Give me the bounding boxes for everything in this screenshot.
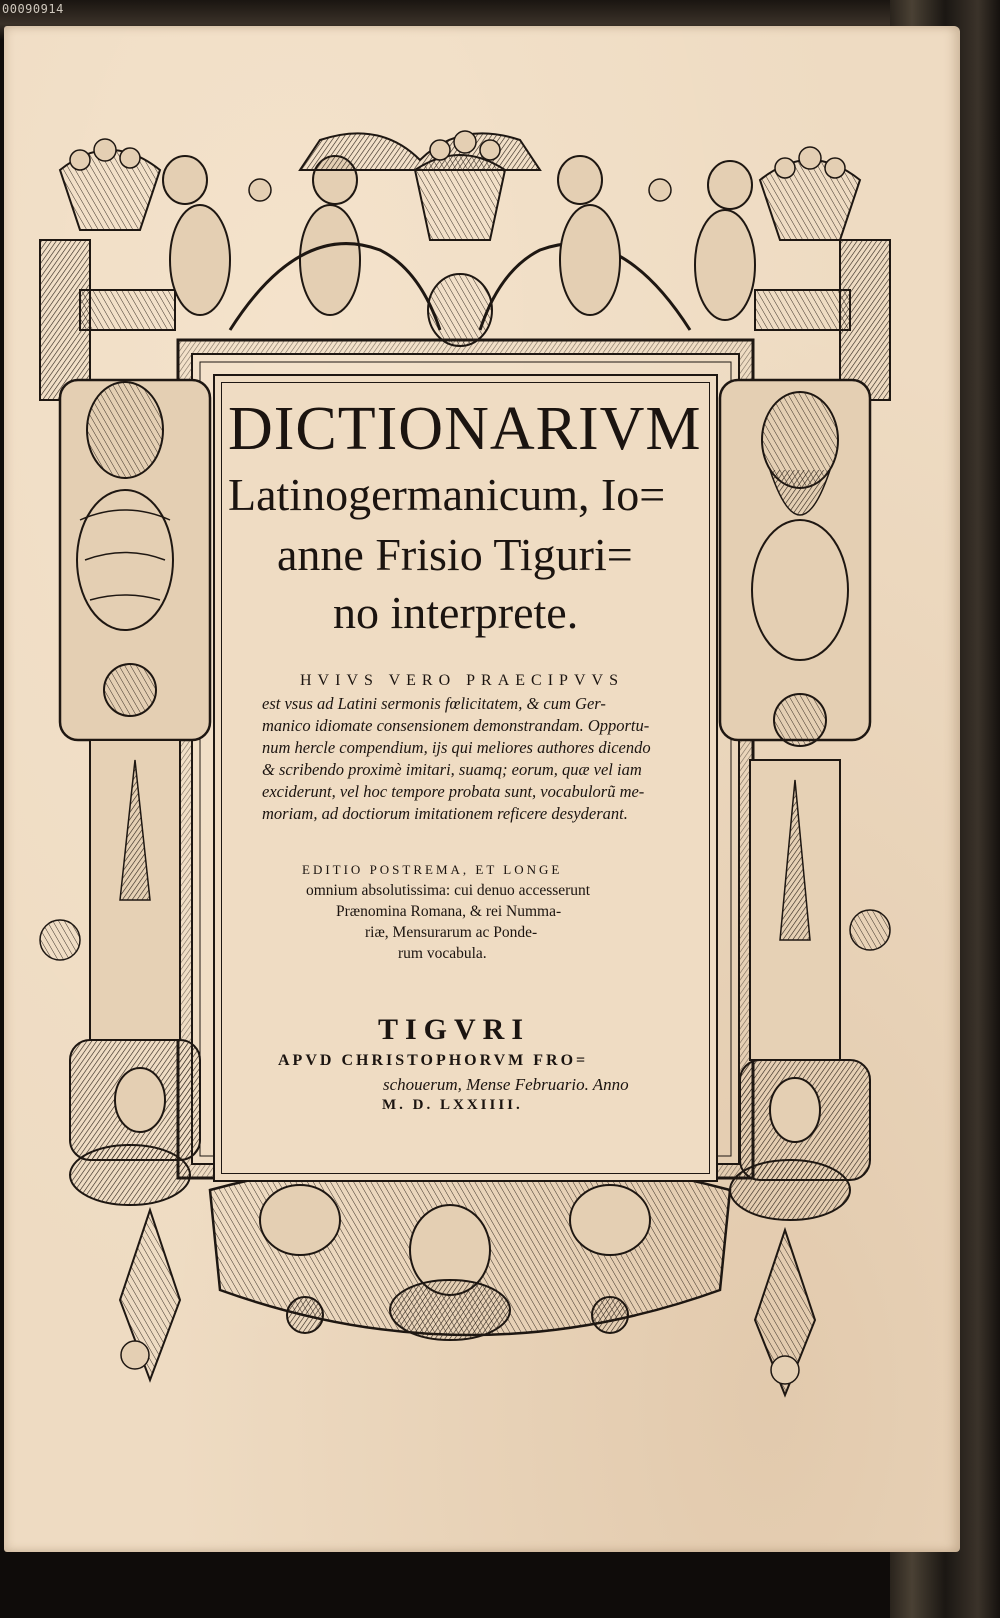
scan-id-label: 00090914 xyxy=(2,2,64,16)
description-line-6: moriam, ad doctiorum imitationem reficere desyderant. xyxy=(262,804,628,823)
top-ornament xyxy=(60,131,860,346)
imprint-line-1: APVD CHRISTOPHORVM FRO= xyxy=(278,1052,589,1069)
description-line-5: exciderunt, vel hoc tempore probata sunt, vocabulorũ me- xyxy=(262,782,645,801)
edition-line-2: Prænomina Romana, & rei Numma- xyxy=(336,903,562,920)
description-line-1: est vsus ad Latini sermonis fœlicitatem, & cum Ger- xyxy=(262,694,606,713)
bottom-ornament xyxy=(70,1145,850,1395)
description-lead: HVIVS VERO PRAECIPVVS xyxy=(300,672,624,689)
edition-line-1: omnium absolutissima: cui denuo accesserunt xyxy=(306,882,591,899)
imprint-line-2: schouerum, Mense Februario. Anno xyxy=(383,1075,629,1094)
imprint-city: TIGVRI xyxy=(378,1013,531,1046)
title-line-2: anne Frisio Tiguri= xyxy=(277,529,633,580)
imprint-year: M. D. LXXIIII. xyxy=(382,1097,523,1113)
description-line-4: & scribendo proximè imitari, suamq; eorum, quæ vel iam xyxy=(262,760,642,779)
title-line-3: no interprete. xyxy=(333,587,579,638)
edition-line-3: riæ, Mensurarum ac Ponde- xyxy=(365,924,538,941)
title-main: DICTIONARIVM xyxy=(228,395,702,463)
edition-lead: EDITIO POSTREMA, ET LONGE xyxy=(302,862,563,877)
description-line-2: manico idiomate consensionem demonstrandam. Opportu- xyxy=(262,716,650,735)
description-line-3: num hercle compendium, ijs qui meliores authores dicendo xyxy=(262,738,651,757)
title-line-1: Latinogermanicum, Io= xyxy=(228,469,666,520)
edition-line-4: rum vocabula. xyxy=(398,945,487,962)
